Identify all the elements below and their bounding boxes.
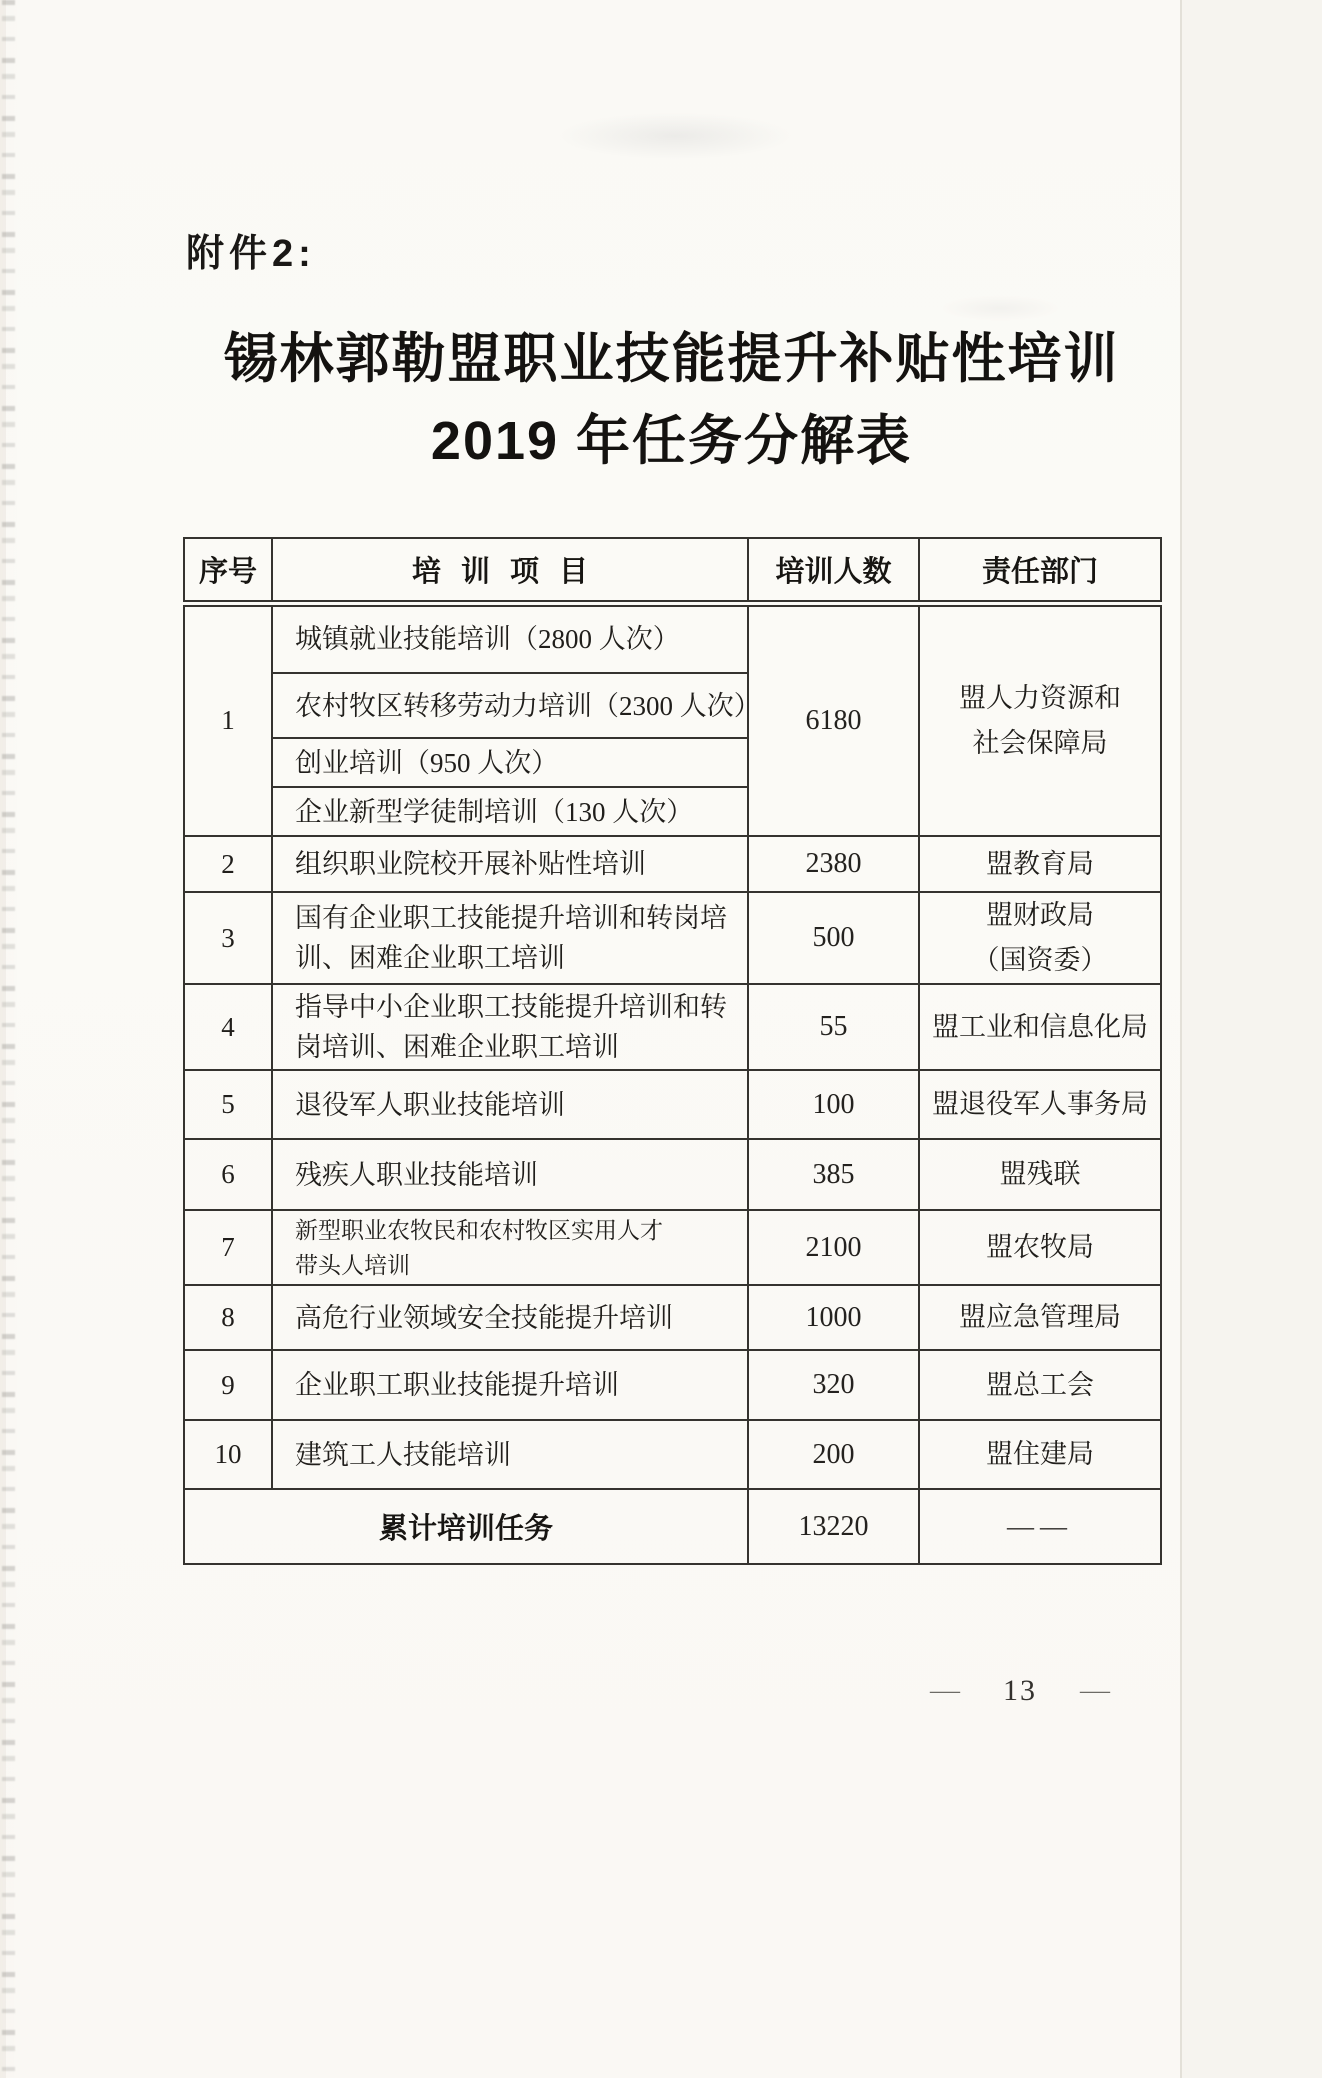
department-line: 盟总工会	[986, 1369, 1094, 1400]
row1-project-cell-1	[272, 603, 748, 673]
project-name: 创业培训（950 人次）	[295, 747, 559, 778]
department-cell	[919, 836, 1161, 892]
total-department-cell: ——	[919, 1489, 1161, 1564]
department-cell	[919, 1285, 1161, 1350]
project-cell	[272, 892, 748, 984]
department-line: 盟工业和信息化局	[932, 1011, 1148, 1042]
row-index-cell: 10	[184, 1420, 272, 1489]
department-line: 盟住建局	[986, 1439, 1094, 1469]
count-cell: 385	[748, 1139, 919, 1210]
row1-project-cell-2	[272, 673, 761, 738]
table-row-5	[184, 1070, 1161, 1139]
count-cell: 500	[748, 892, 919, 984]
document-title	[183, 318, 1160, 482]
count-cell: 320	[748, 1350, 919, 1420]
project-name: 企业新型学徒制培训（130 人次）	[295, 796, 694, 827]
total-label-cell: 累计培训任务	[184, 1489, 748, 1564]
project-name: 残疾人职业技能培训	[295, 1159, 538, 1190]
department-cell	[919, 1210, 1161, 1285]
table-row-8	[184, 1285, 1161, 1350]
col-header-count: 培训人数	[748, 538, 919, 603]
project-name: 新型职业农牧民和农村牧区实用人才	[295, 1217, 663, 1243]
project-name: 高危行业领域安全技能提升培训	[295, 1302, 673, 1333]
project-name: 指导中小企业职工技能提升培训和转	[295, 992, 727, 1022]
row-index-cell: 9	[184, 1350, 272, 1420]
project-cell	[272, 1210, 748, 1285]
department-cell	[919, 984, 1161, 1070]
row1-department-cell	[919, 603, 1161, 836]
department-cell	[919, 1350, 1161, 1420]
project-cell	[272, 1420, 748, 1489]
count-cell: 55	[748, 984, 919, 1070]
department-line: （国资委）	[972, 945, 1108, 975]
col-header-project: 培训项目	[272, 538, 748, 603]
project-name: 城镇就业技能培训（2800 人次）	[295, 624, 680, 655]
total-count-cell: 13220	[748, 1489, 919, 1564]
page-number: 13	[1003, 1674, 1037, 1707]
attachment-label: 附件2:	[186, 233, 316, 275]
project-name: 岗培训、困难企业职工培训	[295, 1032, 619, 1062]
project-cell	[272, 1139, 748, 1210]
project-name: 农村牧区转移劳动力培训（2300 人次）	[295, 690, 761, 721]
project-cell	[272, 984, 748, 1070]
project-name: 组织职业院校开展补贴性培训	[295, 849, 646, 879]
row1-project-cell-3	[272, 738, 748, 787]
table-row-10	[184, 1420, 1161, 1489]
count-cell: 100	[748, 1070, 919, 1139]
project-cell	[272, 1350, 748, 1420]
table-row-1a	[184, 603, 1161, 673]
department-line: 盟退役军人事务局	[932, 1089, 1148, 1119]
scan-smudge	[555, 112, 795, 160]
row-index-cell: 7	[184, 1210, 272, 1285]
row-index-cell: 3	[184, 892, 272, 984]
page-footer	[930, 1674, 1110, 1708]
project-name: 带头人培训	[295, 1252, 410, 1278]
table-row-7	[184, 1210, 1161, 1285]
title-line-2: 2019 年任务分解表	[430, 411, 913, 471]
table-row-9	[184, 1350, 1161, 1420]
table-row-4	[184, 984, 1161, 1070]
table-row-2	[184, 836, 1161, 892]
row1-project-cell-4	[272, 787, 748, 836]
department-cell	[919, 1139, 1161, 1210]
project-cell	[272, 1070, 748, 1139]
project-name: 建筑工人技能培训	[295, 1439, 511, 1470]
footer-left-dash: —	[930, 1676, 960, 1705]
row1-index-cell: 1	[184, 603, 272, 836]
department-cell	[919, 1070, 1161, 1139]
table-header-row	[184, 538, 1161, 603]
project-name: 训、困难企业职工培训	[295, 943, 565, 973]
department-line: 盟人力资源和	[959, 682, 1121, 713]
row1-count-cell: 6180	[748, 603, 919, 836]
scan-background-right	[1182, 0, 1322, 2078]
department-line: 盟应急管理局	[959, 1302, 1121, 1332]
count-cell: 1000	[748, 1285, 919, 1350]
department-line: 盟农牧局	[986, 1232, 1094, 1262]
department-line: 盟财政局	[986, 900, 1094, 930]
row-index-cell: 4	[184, 984, 272, 1070]
count-cell: 2100	[748, 1210, 919, 1285]
table-row-3	[184, 892, 1161, 984]
paper-right-edge	[1180, 0, 1182, 2078]
row-index-cell: 8	[184, 1285, 272, 1350]
row-index-cell: 2	[184, 836, 272, 892]
project-name: 退役军人职业技能培训	[295, 1089, 565, 1120]
count-cell: 2380	[748, 836, 919, 892]
project-cell	[272, 836, 748, 892]
department-line: 社会保障局	[972, 727, 1108, 758]
footer-right-dash: —	[1080, 1676, 1110, 1705]
department-line: 盟残联	[999, 1159, 1081, 1189]
title-line-1: 锡林郭勒盟职业技能提升补贴性培训	[223, 329, 1120, 389]
project-cell	[272, 1285, 748, 1350]
project-name: 国有企业职工技能提升培训和转岗培	[295, 903, 727, 933]
department-cell	[919, 892, 1161, 984]
project-name: 企业职工职业技能提升培训	[295, 1370, 619, 1400]
count-cell: 200	[748, 1420, 919, 1489]
department-cell	[919, 1420, 1161, 1489]
department-line: 盟教育局	[986, 848, 1094, 879]
row-index-cell: 5	[184, 1070, 272, 1139]
row-index-cell: 6	[184, 1139, 272, 1210]
torn-left-edge	[2, 0, 15, 2078]
table-row-6	[184, 1139, 1161, 1210]
col-header-index: 序号	[184, 538, 272, 603]
task-breakdown-table	[183, 537, 1162, 1565]
table-total-row	[184, 1489, 1161, 1564]
col-header-department: 责任部门	[919, 538, 1161, 603]
